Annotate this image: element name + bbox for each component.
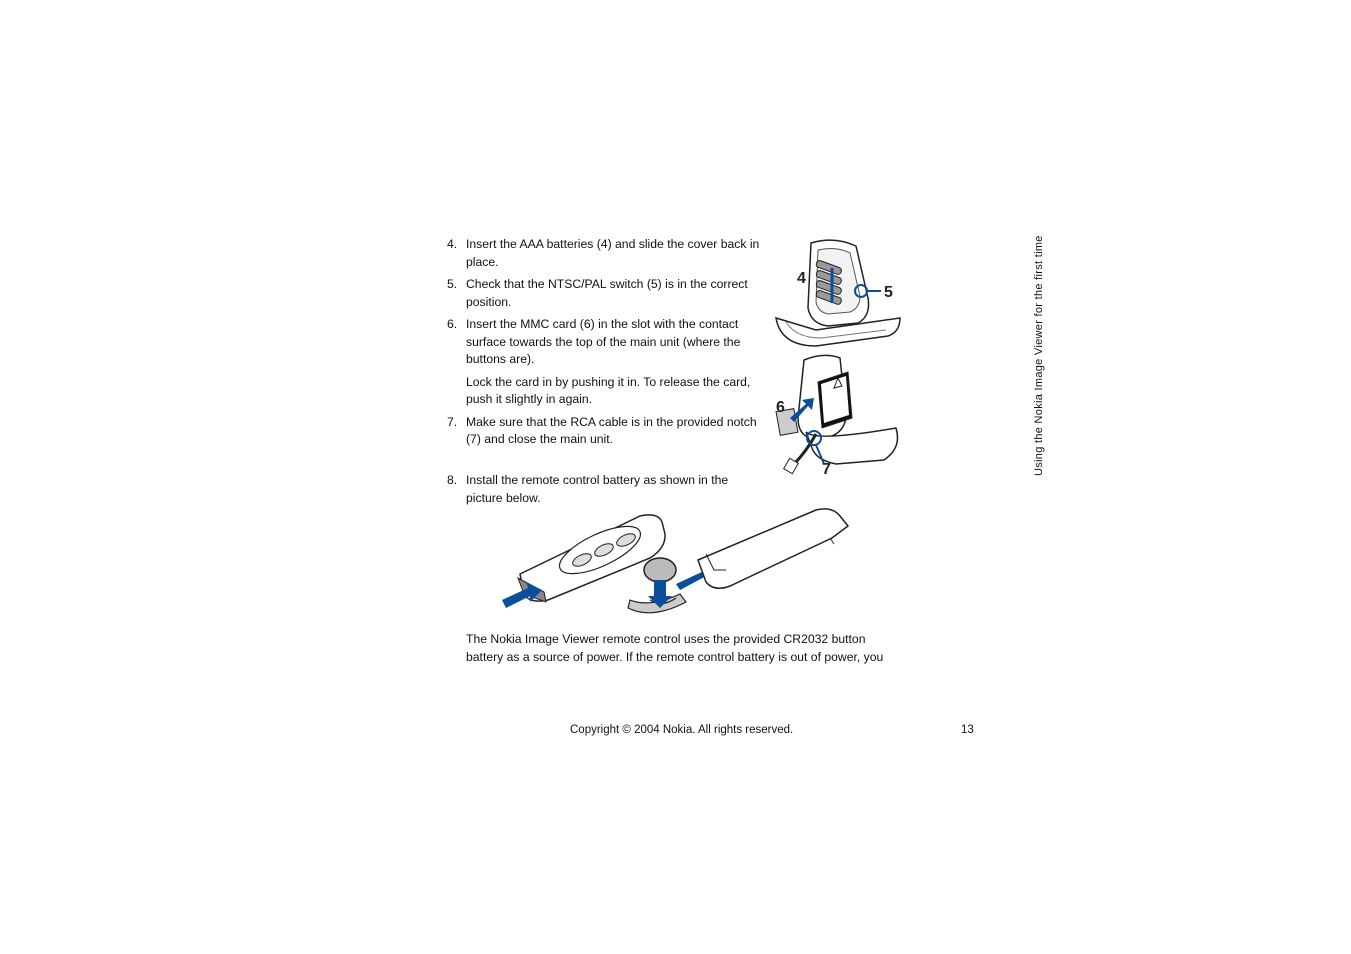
chapter-side-title: Using the Nokia Image Viewer for the first time xyxy=(1033,235,1045,476)
callout-7: 7 xyxy=(822,461,831,478)
callout-6: 6 xyxy=(776,399,785,416)
battery-insertion-illustration xyxy=(776,238,906,353)
step-text: Make sure that the RCA cable is in the provided notch (7) and close the main unit. xyxy=(466,414,757,446)
step-4 xyxy=(447,236,767,271)
step-text: Insert the AAA batteries (4) and slide the cover back in place. xyxy=(466,237,760,269)
step-number: 6. xyxy=(447,317,458,331)
step-6 xyxy=(447,316,767,369)
step-number: 7. xyxy=(447,414,458,429)
step-text: Check that the NTSC/PAL switch (5) is in the correct position. xyxy=(466,277,748,309)
copyright-footer: Copyright © 2004 Nokia. All rights reserved. xyxy=(570,724,794,736)
step-7 xyxy=(447,414,767,449)
step-text: Insert the MMC card (6) in the slot with the contact surface towards the top of the main unit (where the buttons are). xyxy=(466,317,741,366)
callout-5: 5 xyxy=(884,284,893,301)
step-text: Install the remote control battery as shown in the picture below. xyxy=(466,473,729,505)
step-number: 4. xyxy=(447,237,458,251)
step-6-note: Lock the card in by pushing it in. To release the card, push it slightly in again. xyxy=(466,374,751,406)
mmc-card-illustration xyxy=(776,352,906,477)
step-number: 8. xyxy=(447,473,458,487)
step-5 xyxy=(447,276,767,311)
remote-battery-illustration xyxy=(500,508,852,626)
page-number: 13 xyxy=(961,724,974,736)
step-8 xyxy=(447,472,747,512)
step-number: 5. xyxy=(447,277,458,291)
instruction-list xyxy=(447,236,767,454)
closing-paragraph: The Nokia Image Viewer remote control uses the provided CR2032 button battery as a source of power. If the remote control battery is out of power, you xyxy=(466,632,884,664)
callout-4: 4 xyxy=(797,270,806,287)
